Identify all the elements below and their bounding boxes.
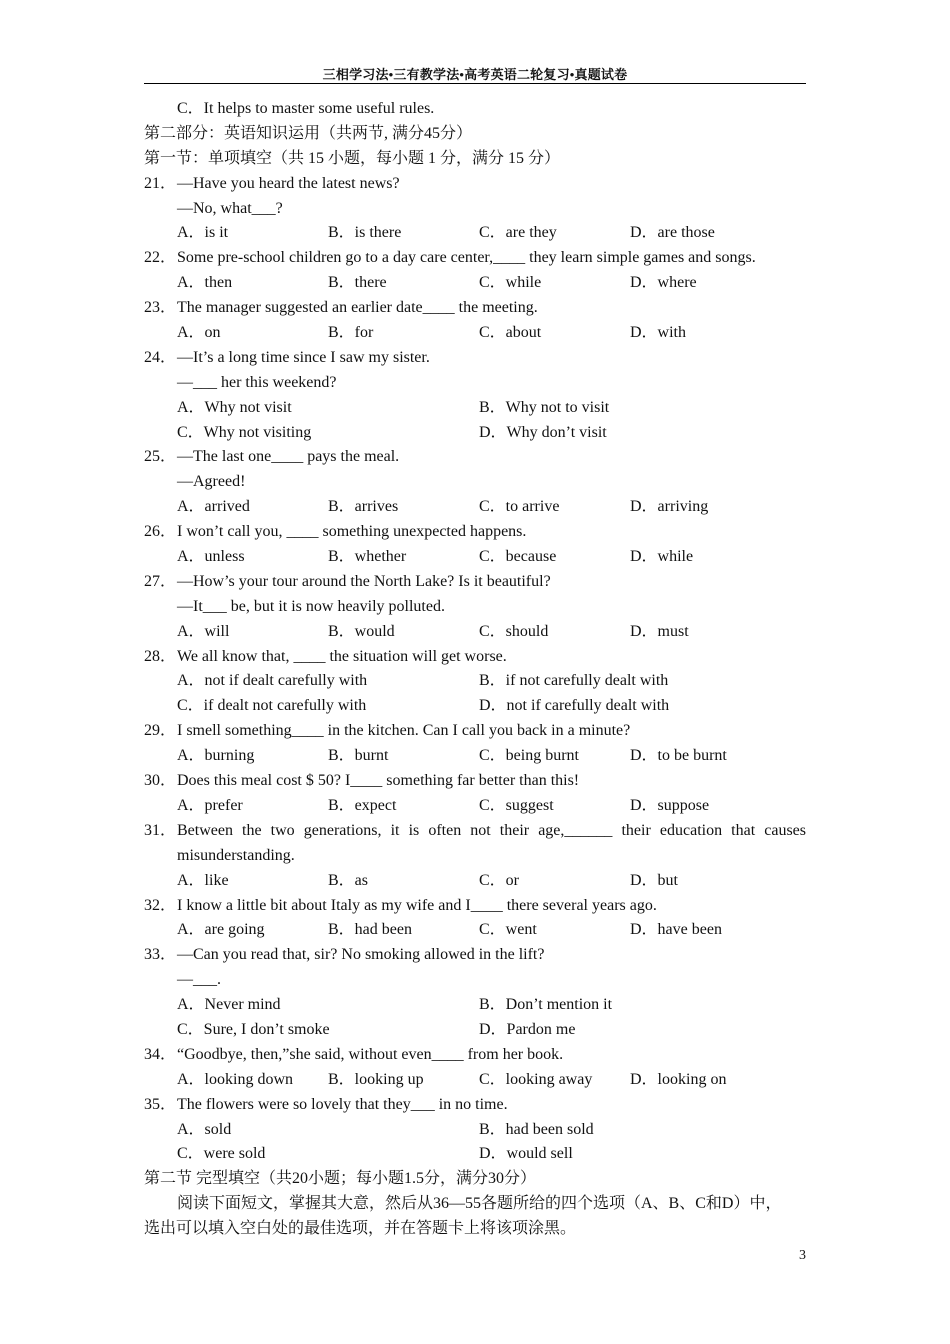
- options-row: [144, 396, 806, 421]
- option-d: D．arriving: [630, 498, 709, 516]
- option-c: C．suggest: [479, 796, 554, 814]
- option-b: B．Don’t mention it: [479, 996, 613, 1014]
- option-a: A．looking down: [177, 1070, 294, 1088]
- question-text-line: misunderstanding.: [177, 846, 295, 864]
- question-text: —Can you read that, sir? No smoking allowed in the lift?: [177, 946, 545, 964]
- option-b: B．expect: [328, 796, 397, 814]
- question-number: 23．: [144, 299, 177, 317]
- question-28: [144, 645, 806, 720]
- option-d: D．Why don’t visit: [479, 423, 607, 441]
- option-d: D．with: [630, 324, 687, 342]
- question-text: I know a little bit about Italy as my wife and I____ there several years ago.: [177, 896, 657, 914]
- question-26: [144, 520, 806, 570]
- option-b: B．there: [328, 274, 387, 292]
- option-b: B．had been sold: [479, 1120, 594, 1138]
- question-stem: [144, 246, 806, 271]
- option-c: C．looking away: [479, 1070, 593, 1088]
- question-30: [144, 769, 806, 819]
- option-d: D．but: [630, 871, 679, 889]
- option-a: A．Why not visit: [177, 398, 292, 416]
- question-stem: [144, 520, 806, 545]
- question-23: [144, 296, 806, 346]
- question-number: 35．: [144, 1095, 177, 1113]
- options-row: [144, 221, 806, 246]
- option-c: C．about: [479, 324, 542, 342]
- option-c: C．or: [479, 871, 520, 889]
- options-row: [144, 271, 806, 296]
- question-stem: [144, 1043, 806, 1068]
- question-text: We all know that, ____ the situation will get worse.: [177, 647, 507, 665]
- question-text-line: —Agreed!: [177, 473, 246, 491]
- option-d: D．Pardon me: [479, 1020, 576, 1038]
- section1-title: 第一节：单项填空（共 15 小题，每小题 1 分，满分 15 分）: [144, 149, 561, 167]
- option-a: A．then: [177, 274, 233, 292]
- question-34: [144, 1043, 806, 1093]
- option-c: C．to arrive: [479, 498, 560, 516]
- question-stem: [144, 645, 806, 670]
- question-number: 22．: [144, 249, 177, 267]
- question-text: —The last one____ pays the meal.: [177, 448, 400, 466]
- question-list: [144, 172, 806, 1168]
- question-text-line: —It___ be, but it is now heavily polluted.: [177, 597, 445, 615]
- question-text: Does this meal cost $ 50? I____ something far better than this!: [177, 772, 580, 790]
- options-row: [144, 1118, 806, 1143]
- option-b: B．arrives: [328, 498, 399, 516]
- option-a: A．unless: [177, 548, 245, 566]
- question-stem: [144, 346, 806, 371]
- option-b: B．had been: [328, 921, 412, 939]
- option-b: B．for: [328, 324, 374, 342]
- option-b: B．would: [328, 622, 395, 640]
- option-d: D．looking on: [630, 1070, 727, 1088]
- question-31: [144, 819, 806, 894]
- question-number: 31．: [144, 821, 177, 839]
- option-a: A．prefer: [177, 796, 243, 814]
- question-text: “Goodbye, then,”she said, without even____ from her book.: [177, 1045, 564, 1063]
- option-c: C．Why not visiting: [177, 423, 312, 441]
- question-22: [144, 246, 806, 296]
- header-rule: [144, 83, 806, 84]
- question-25: [144, 445, 806, 520]
- question-24: [144, 346, 806, 446]
- question-text: —It’s a long time since I saw my sister.: [177, 348, 430, 366]
- question-number: 25．: [144, 448, 177, 466]
- options-row: [144, 869, 806, 894]
- question-27: [144, 570, 806, 645]
- question-number: 30．: [144, 772, 177, 790]
- question-text: The flowers were so lovely that they___ in no time.: [177, 1095, 508, 1113]
- options-row: [144, 545, 806, 570]
- section2-instruction-cont: 选出可以填入空白处的最佳选项，并在答题卡上将该项涂黑。: [144, 1220, 577, 1238]
- question-stem: [144, 894, 806, 919]
- option-b: B．as: [328, 871, 369, 889]
- section2-title: 第二节 完型填空（共20小题；每小题1.5分，满分30分）: [144, 1170, 537, 1188]
- question-number: 28．: [144, 647, 177, 665]
- question-number: 33．: [144, 946, 177, 964]
- question-number: 29．: [144, 722, 177, 740]
- question-number: 27．: [144, 572, 177, 590]
- question-number: 34．: [144, 1045, 177, 1063]
- options-row: [144, 1142, 806, 1167]
- question-stem: [144, 819, 806, 844]
- question-32: [144, 894, 806, 944]
- option-c: C．are they: [479, 224, 557, 242]
- option-a: A．is it: [177, 224, 229, 242]
- options-row: [144, 918, 806, 943]
- question-stem: [144, 445, 806, 470]
- question-text-line: —___ her this weekend?: [177, 373, 337, 391]
- option-a: A．will: [177, 622, 230, 640]
- leading-option: C．It helps to master some useful rules.: [177, 100, 435, 117]
- options-row: [144, 620, 806, 645]
- option-a: A．burning: [177, 747, 255, 765]
- option-c: C．were sold: [177, 1145, 266, 1163]
- question-text-line: —No, what___?: [177, 199, 283, 217]
- options-row: [144, 421, 806, 446]
- section2-instruction: 阅读下面短文，掌握其大意，然后从36—55各题所给的四个选项（A、B、C和D）中，: [177, 1195, 782, 1213]
- option-d: D．have been: [630, 921, 722, 939]
- option-a: A．on: [177, 324, 221, 342]
- option-b: B．burnt: [328, 747, 389, 765]
- option-c: C．should: [479, 622, 549, 640]
- option-b: B．looking up: [328, 1070, 424, 1088]
- question-stem: [144, 296, 806, 321]
- options-row: [144, 1068, 806, 1093]
- option-d: D．while: [630, 548, 694, 566]
- question-text: The manager suggested an earlier date____ the meeting.: [177, 299, 538, 317]
- option-d: D．where: [630, 274, 697, 292]
- option-b: B．whether: [328, 548, 407, 566]
- options-row: [144, 669, 806, 694]
- question-text: I smell something____ in the kitchen. Can I call you back in a minute?: [177, 722, 631, 740]
- options-row: [144, 993, 806, 1018]
- option-d: D．would sell: [479, 1145, 573, 1163]
- option-b: B．Why not to visit: [479, 398, 610, 416]
- page-header: 三相学习法•三有教学法•高考英语二轮复习•真题试卷: [322, 67, 628, 82]
- option-d: D．to be burnt: [630, 747, 727, 765]
- option-c: C．Sure, I don’t smoke: [177, 1020, 330, 1038]
- page-content: [144, 97, 806, 1242]
- question-stem: [144, 570, 806, 595]
- option-a: A．Never mind: [177, 996, 281, 1014]
- question-number: 21．: [144, 174, 177, 192]
- option-c: C．because: [479, 548, 557, 566]
- option-a: A．are going: [177, 921, 265, 939]
- option-c: C．while: [479, 274, 542, 292]
- question-33: [144, 943, 806, 1043]
- question-35: [144, 1093, 806, 1168]
- option-a: A．arrived: [177, 498, 250, 516]
- option-c: C．being burnt: [479, 747, 579, 765]
- question-stem: [144, 769, 806, 794]
- option-d: D．are those: [630, 224, 715, 242]
- question-number: 32．: [144, 896, 177, 914]
- question-text: I won’t call you, ____ something unexpected happens.: [177, 523, 527, 541]
- question-stem: [144, 172, 806, 197]
- question-text-line: —___.: [177, 971, 221, 989]
- question-text: Between the two generations, it is often not their age,______ their education that causes: [177, 821, 806, 839]
- option-b: B．is there: [328, 224, 402, 242]
- page-number: 3: [799, 1248, 806, 1263]
- part2-title: 第二部分：英语知识运用（共两节, 满分45分）: [144, 124, 473, 142]
- question-number: 26．: [144, 523, 177, 541]
- options-row: [144, 321, 806, 346]
- options-row: [144, 794, 806, 819]
- question-text: —Have you heard the latest news?: [177, 174, 400, 192]
- question-stem: [144, 1093, 806, 1118]
- option-a: A．sold: [177, 1120, 232, 1138]
- question-stem: [144, 943, 806, 968]
- option-b: B．if not carefully dealt with: [479, 672, 669, 690]
- option-d: D．must: [630, 622, 689, 640]
- question-stem: [144, 719, 806, 744]
- options-row: [144, 1018, 806, 1043]
- option-d: D．suppose: [630, 796, 710, 814]
- option-c: C．if dealt not carefully with: [177, 697, 367, 715]
- options-row: [144, 495, 806, 520]
- option-a: A．like: [177, 871, 229, 889]
- question-number: 24．: [144, 348, 177, 366]
- option-a: A．not if dealt carefully with: [177, 672, 368, 690]
- options-row: [144, 744, 806, 769]
- options-row: [144, 694, 806, 719]
- question-text: Some pre-school children go to a day care center,____ they learn simple games and songs.: [177, 249, 756, 267]
- option-c: C．went: [479, 921, 537, 939]
- question-29: [144, 719, 806, 769]
- question-text: —How’s your tour around the North Lake? Is it beautiful?: [177, 572, 551, 590]
- question-21: [144, 172, 806, 247]
- option-d: D．not if carefully dealt with: [479, 697, 670, 715]
